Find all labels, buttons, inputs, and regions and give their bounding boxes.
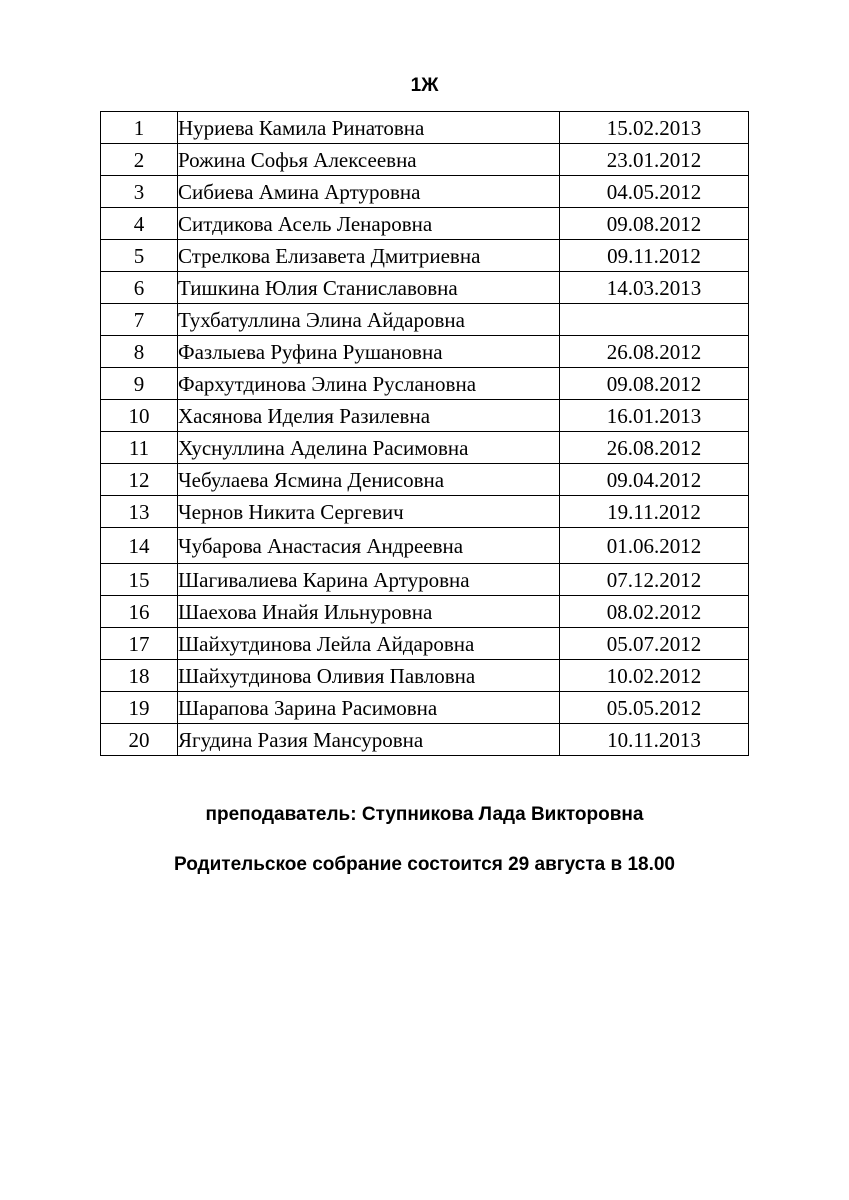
student-name: Шагивалиева Карина Артуровна	[178, 564, 560, 596]
row-number: 15	[101, 564, 178, 596]
table-row	[101, 724, 749, 756]
table-row	[101, 272, 749, 304]
table-row	[101, 628, 749, 660]
row-number: 12	[101, 464, 178, 496]
birth-date: 10.11.2013	[560, 724, 749, 756]
table-row	[101, 112, 749, 144]
birth-date: 14.03.2013	[560, 272, 749, 304]
student-name: Шарапова Зарина Расимовна	[178, 692, 560, 724]
row-number: 4	[101, 208, 178, 240]
table-row	[101, 660, 749, 692]
row-number: 10	[101, 400, 178, 432]
student-name: Хасянова Иделия Разилевна	[178, 400, 560, 432]
row-number: 1	[101, 112, 178, 144]
birth-date: 09.11.2012	[560, 240, 749, 272]
birth-date: 05.07.2012	[560, 628, 749, 660]
table-row	[101, 496, 749, 528]
row-number: 20	[101, 724, 178, 756]
birth-date: 09.04.2012	[560, 464, 749, 496]
table-row	[101, 432, 749, 464]
student-name: Фазлыева Руфина Рушановна	[178, 336, 560, 368]
table-row	[101, 692, 749, 724]
row-number: 8	[101, 336, 178, 368]
student-name: Тишкина Юлия Станиславовна	[178, 272, 560, 304]
row-number: 6	[101, 272, 178, 304]
table-row	[101, 368, 749, 400]
parent-meeting-notice: Родительское собрание состоится 29 августа в 18.00	[174, 854, 675, 875]
teacher-line: преподаватель: Ступникова Лада Викторовна	[205, 804, 644, 825]
birth-date: 26.08.2012	[560, 336, 749, 368]
birth-date: 09.08.2012	[560, 368, 749, 400]
student-name: Хуснуллина Аделина Расимовна	[178, 432, 560, 464]
student-name: Чебулаева Ясмина Денисовна	[178, 464, 560, 496]
birth-date: 19.11.2012	[560, 496, 749, 528]
table-row	[101, 464, 749, 496]
student-name: Шайхутдинова Лейла Айдаровна	[178, 628, 560, 660]
table-row	[101, 400, 749, 432]
birth-date: 09.08.2012	[560, 208, 749, 240]
student-name: Тухбатуллина Элина Айдаровна	[178, 304, 560, 336]
birth-date: 26.08.2012	[560, 432, 749, 464]
birth-date	[560, 304, 749, 336]
table-row	[101, 176, 749, 208]
row-number: 11	[101, 432, 178, 464]
birth-date: 15.02.2013	[560, 112, 749, 144]
row-number: 18	[101, 660, 178, 692]
birth-date: 10.02.2012	[560, 660, 749, 692]
student-name: Рожина Софья Алексеевна	[178, 144, 560, 176]
row-number: 13	[101, 496, 178, 528]
table-row	[101, 528, 749, 564]
student-name: Шаехова Инайя Ильнуровна	[178, 596, 560, 628]
table-row	[101, 304, 749, 336]
student-name: Нуриева Камила Ринатовна	[178, 112, 560, 144]
group-title: 1Ж	[410, 75, 439, 96]
table-row	[101, 564, 749, 596]
row-number: 5	[101, 240, 178, 272]
row-number: 16	[101, 596, 178, 628]
student-name: Чернов Никита Сергевич	[178, 496, 560, 528]
birth-date: 01.06.2012	[560, 528, 749, 564]
row-number: 7	[101, 304, 178, 336]
birth-date: 05.05.2012	[560, 692, 749, 724]
student-name: Фархутдинова Элина Руслановна	[178, 368, 560, 400]
row-number: 14	[101, 528, 178, 564]
row-number: 19	[101, 692, 178, 724]
table-row	[101, 596, 749, 628]
row-number: 17	[101, 628, 178, 660]
student-name: Ситдикова Асель Ленаровна	[178, 208, 560, 240]
birth-date: 04.05.2012	[560, 176, 749, 208]
student-name: Стрелкова Елизавета Дмитриевна	[178, 240, 560, 272]
birth-date: 08.02.2012	[560, 596, 749, 628]
table-row	[101, 240, 749, 272]
row-number: 9	[101, 368, 178, 400]
student-table	[100, 111, 749, 756]
table-row	[101, 336, 749, 368]
student-name: Чубарова Анастасия Андреевна	[178, 528, 560, 564]
student-name: Шайхутдинова Оливия Павловна	[178, 660, 560, 692]
table-row	[101, 208, 749, 240]
student-name: Сибиева Амина Артуровна	[178, 176, 560, 208]
row-number: 2	[101, 144, 178, 176]
student-name: Ягудина Разия Мансуровна	[178, 724, 560, 756]
birth-date: 16.01.2013	[560, 400, 749, 432]
birth-date: 23.01.2012	[560, 144, 749, 176]
table-row	[101, 144, 749, 176]
birth-date: 07.12.2012	[560, 564, 749, 596]
row-number: 3	[101, 176, 178, 208]
